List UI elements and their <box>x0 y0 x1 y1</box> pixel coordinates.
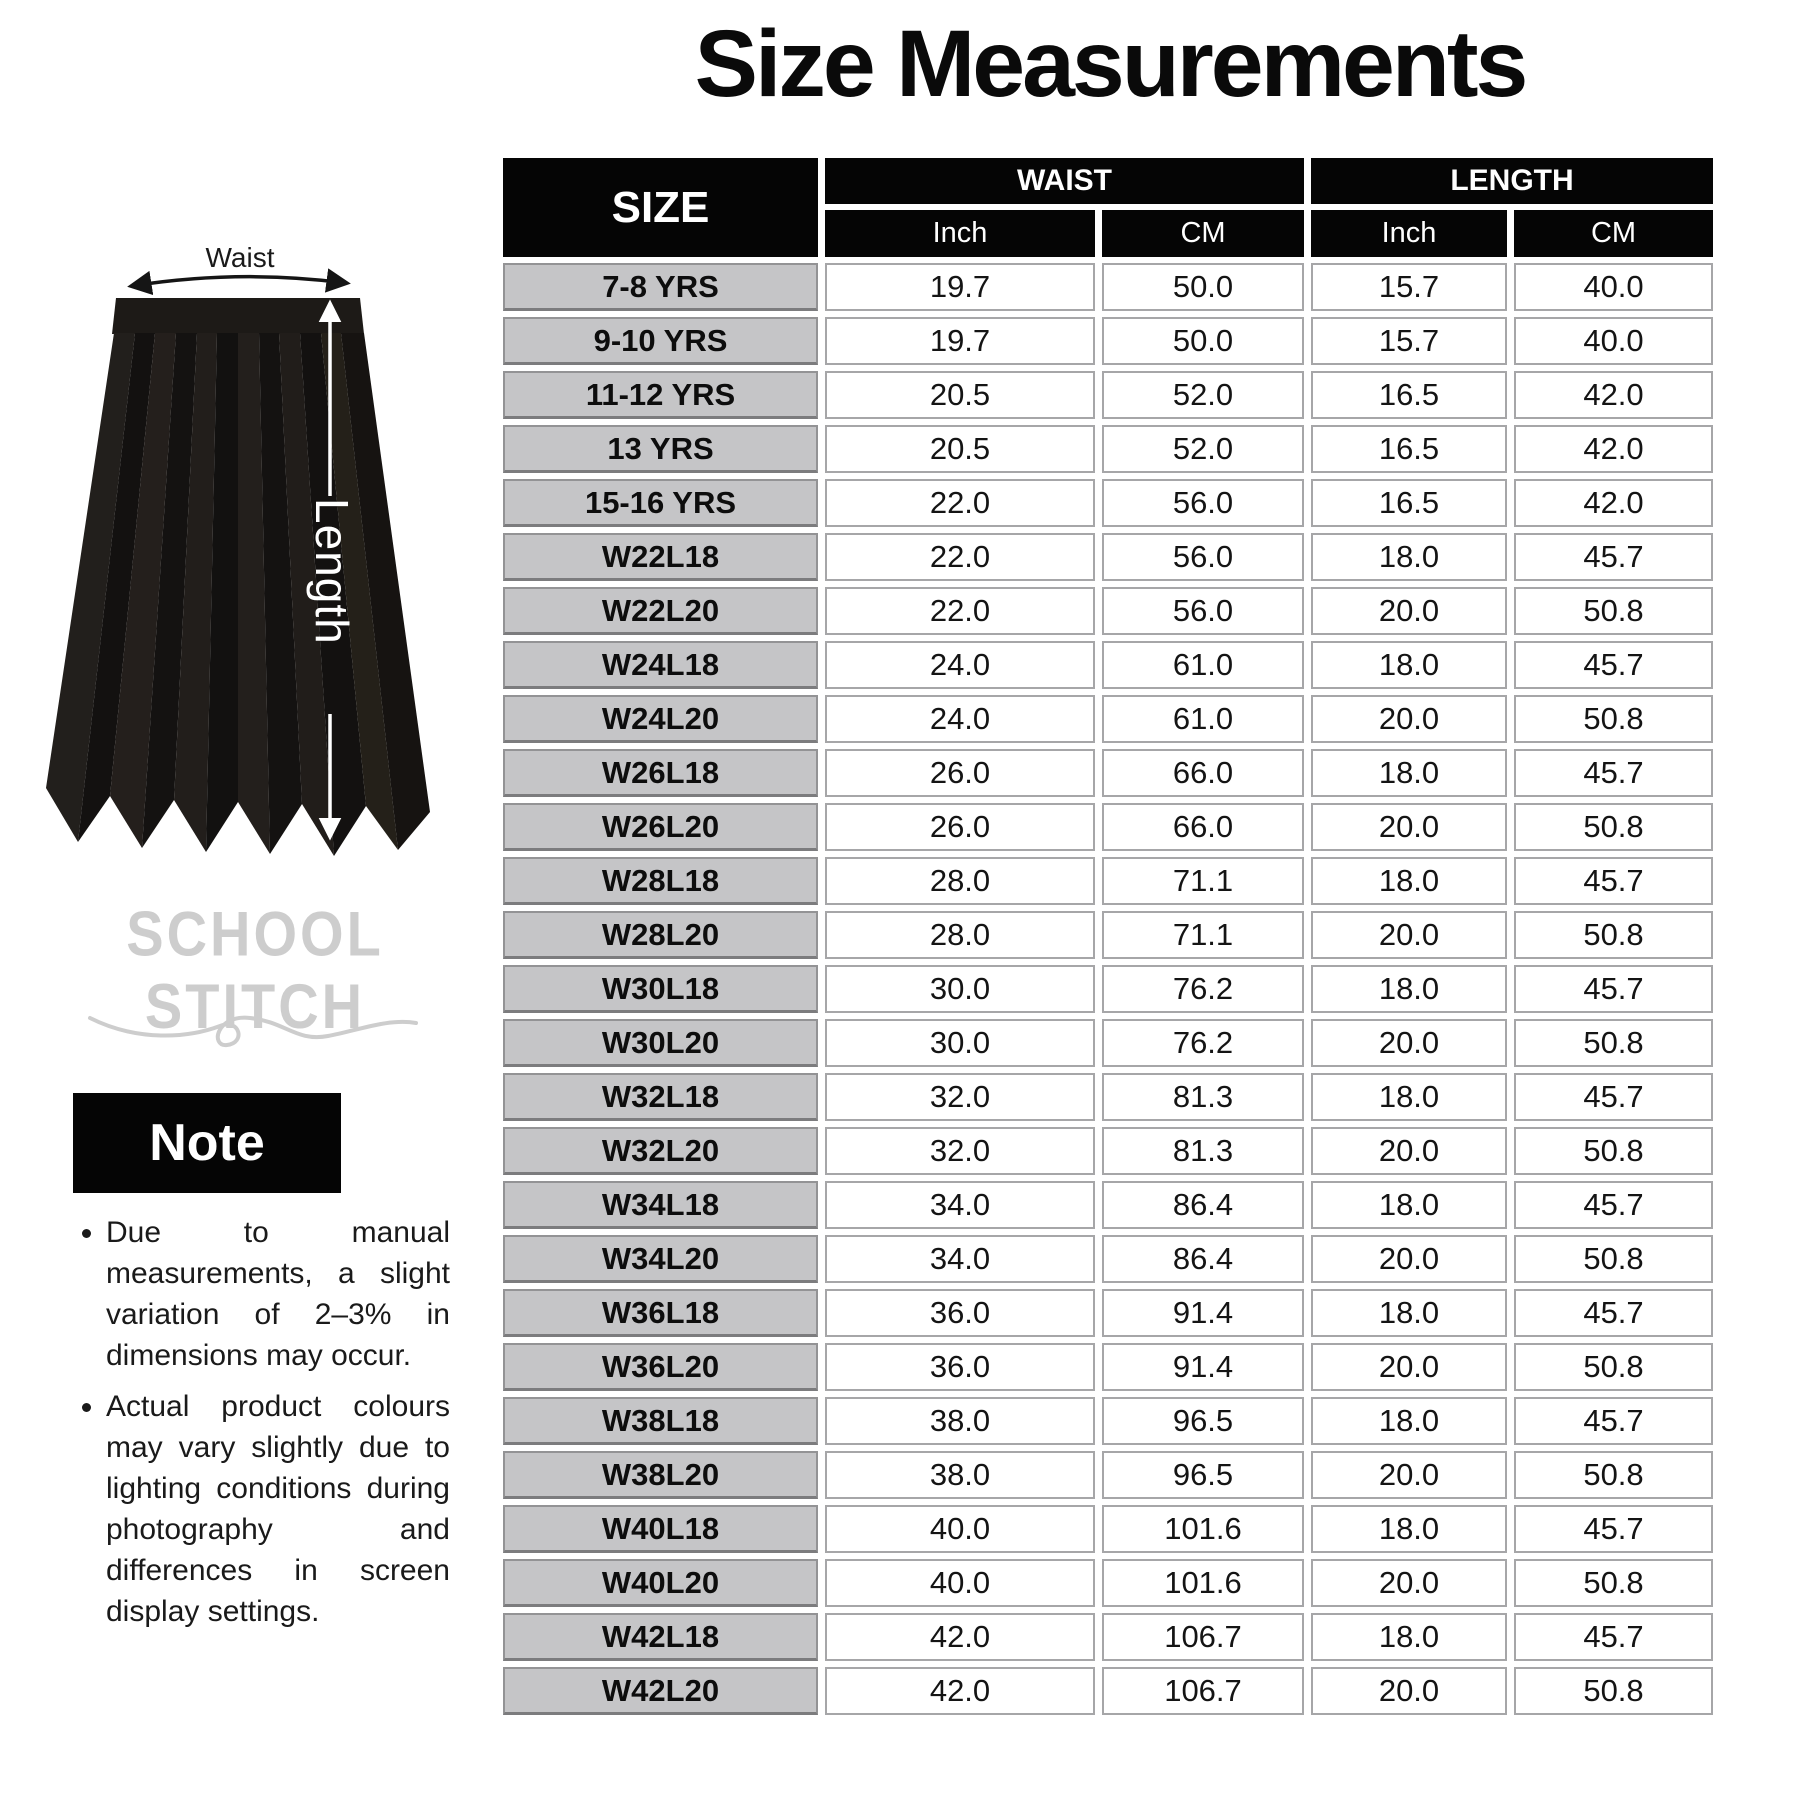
measurement-value-cell: 20.0 <box>1311 1667 1507 1715</box>
note-heading-box <box>73 1093 341 1193</box>
measurement-value-cell: 24.0 <box>825 641 1095 689</box>
measurement-value-cell: 42.0 <box>825 1613 1095 1661</box>
size-row-label: W38L20 <box>503 1451 818 1499</box>
measurement-value-cell: 106.7 <box>1102 1613 1304 1661</box>
measurement-value-cell: 40.0 <box>825 1505 1095 1553</box>
size-row-label: 11-12 YRS <box>503 371 818 419</box>
measurement-value-cell: 20.0 <box>1311 1343 1507 1391</box>
size-row-label: W26L20 <box>503 803 818 851</box>
measurement-value-cell: 45.7 <box>1514 1613 1713 1661</box>
measurement-value-cell: 50.8 <box>1514 1235 1713 1283</box>
size-row-label: 7-8 YRS <box>503 263 818 311</box>
measurement-value-cell: 20.0 <box>1311 695 1507 743</box>
measurement-value-cell: 19.7 <box>825 317 1095 365</box>
measurement-value-cell: 50.8 <box>1514 1019 1713 1067</box>
measurement-value-cell: 20.0 <box>1311 803 1507 851</box>
measurement-value-cell: 106.7 <box>1102 1667 1304 1715</box>
measurement-value-cell: 50.8 <box>1514 695 1713 743</box>
measurement-value-cell: 22.0 <box>825 533 1095 581</box>
measurement-value-cell: 20.0 <box>1311 1127 1507 1175</box>
measurement-value-cell: 18.0 <box>1311 1073 1507 1121</box>
measurement-value-cell: 50.8 <box>1514 1559 1713 1607</box>
measurement-value-cell: 20.0 <box>1311 587 1507 635</box>
measurement-value-cell: 45.7 <box>1514 1397 1713 1445</box>
measurement-value-cell: 36.0 <box>825 1343 1095 1391</box>
size-table <box>503 158 1713 1715</box>
size-row-label: 13 YRS <box>503 425 818 473</box>
size-row-label: W24L18 <box>503 641 818 689</box>
size-row-label: W34L18 <box>503 1181 818 1229</box>
size-row-label: W36L18 <box>503 1289 818 1337</box>
measurement-value-cell: 96.5 <box>1102 1451 1304 1499</box>
measurement-value-cell: 76.2 <box>1102 965 1304 1013</box>
logo-swirl-underline <box>78 990 428 1054</box>
measurement-value-cell: 96.5 <box>1102 1397 1304 1445</box>
skirt-waistband <box>112 298 364 334</box>
measurement-value-cell: 36.0 <box>825 1289 1095 1337</box>
note-item: • Due to manual measurements, a slight variation of 2–3% in dimensions may occur. <box>106 1212 450 1376</box>
size-row-label: 15-16 YRS <box>503 479 818 527</box>
subheader-waist-inch: Inch <box>825 210 1095 257</box>
measurement-value-cell: 28.0 <box>825 857 1095 905</box>
measurement-value-cell: 18.0 <box>1311 641 1507 689</box>
size-row-label: W36L20 <box>503 1343 818 1391</box>
size-row-label: W30L18 <box>503 965 818 1013</box>
measurement-value-cell: 81.3 <box>1102 1127 1304 1175</box>
measurement-value-cell: 45.7 <box>1514 965 1713 1013</box>
measurement-value-cell: 91.4 <box>1102 1289 1304 1337</box>
measurement-value-cell: 20.5 <box>825 425 1095 473</box>
measurement-value-cell: 86.4 <box>1102 1235 1304 1283</box>
measurement-value-cell: 61.0 <box>1102 641 1304 689</box>
subheader-length-inch: Inch <box>1311 210 1507 257</box>
measurement-value-cell: 45.7 <box>1514 1289 1713 1337</box>
measurement-value-cell: 16.5 <box>1311 479 1507 527</box>
measurement-value-cell: 45.7 <box>1514 1181 1713 1229</box>
size-row-label: W42L20 <box>503 1667 818 1715</box>
size-row-label: W28L20 <box>503 911 818 959</box>
measurement-value-cell: 18.0 <box>1311 533 1507 581</box>
measurement-value-cell: 101.6 <box>1102 1505 1304 1553</box>
measurement-value-cell: 42.0 <box>1514 371 1713 419</box>
length-measure-label: Length <box>306 498 358 645</box>
measurement-value-cell: 45.7 <box>1514 749 1713 797</box>
size-row-label: W40L20 <box>503 1559 818 1607</box>
measurement-value-cell: 18.0 <box>1311 857 1507 905</box>
measurement-value-cell: 45.7 <box>1514 641 1713 689</box>
measurement-value-cell: 45.7 <box>1514 1073 1713 1121</box>
measurement-value-cell: 52.0 <box>1102 425 1304 473</box>
measurement-value-cell: 42.0 <box>1514 425 1713 473</box>
size-row-label: W22L18 <box>503 533 818 581</box>
measurement-value-cell: 20.0 <box>1311 1451 1507 1499</box>
measurement-value-cell: 18.0 <box>1311 1505 1507 1553</box>
measurement-value-cell: 26.0 <box>825 749 1095 797</box>
measurement-value-cell: 50.0 <box>1102 263 1304 311</box>
measurement-value-cell: 45.7 <box>1514 533 1713 581</box>
size-row-label: W42L18 <box>503 1613 818 1661</box>
size-row-label: W28L18 <box>503 857 818 905</box>
measurement-value-cell: 81.3 <box>1102 1073 1304 1121</box>
measurement-value-cell: 34.0 <box>825 1235 1095 1283</box>
skirt-body <box>46 333 430 856</box>
measurement-value-cell: 86.4 <box>1102 1181 1304 1229</box>
subheader-waist-cm: CM <box>1102 210 1304 257</box>
measurement-value-cell: 30.0 <box>825 1019 1095 1067</box>
measurement-value-cell: 20.5 <box>825 371 1095 419</box>
measurement-value-cell: 91.4 <box>1102 1343 1304 1391</box>
measurement-value-cell: 38.0 <box>825 1397 1095 1445</box>
measurement-value-cell: 101.6 <box>1102 1559 1304 1607</box>
measurement-value-cell: 18.0 <box>1311 1289 1507 1337</box>
size-row-label: W32L18 <box>503 1073 818 1121</box>
measurement-value-cell: 18.0 <box>1311 965 1507 1013</box>
measurement-value-cell: 19.7 <box>825 263 1095 311</box>
waist-arrow <box>132 277 346 286</box>
measurement-value-cell: 52.0 <box>1102 371 1304 419</box>
subheader-length-cm: CM <box>1514 210 1713 257</box>
measurement-value-cell: 45.7 <box>1514 857 1713 905</box>
measurement-value-cell: 22.0 <box>825 479 1095 527</box>
measurement-value-cell: 30.0 <box>825 965 1095 1013</box>
measurement-value-cell: 38.0 <box>825 1451 1095 1499</box>
measurement-value-cell: 50.8 <box>1514 587 1713 635</box>
measurement-value-cell: 15.7 <box>1311 317 1507 365</box>
measurement-value-cell: 40.0 <box>825 1559 1095 1607</box>
note-item: • Actual product colours may vary slightly due to lighting conditions during photography and differences in screen display settings. <box>106 1386 450 1632</box>
measurement-value-cell: 32.0 <box>825 1073 1095 1121</box>
measurement-value-cell: 50.8 <box>1514 803 1713 851</box>
measurement-value-cell: 50.8 <box>1514 911 1713 959</box>
measurement-value-cell: 42.0 <box>1514 479 1713 527</box>
page-title: Size Measurements <box>694 11 1526 117</box>
measurement-value-cell: 34.0 <box>825 1181 1095 1229</box>
measurement-value-cell: 28.0 <box>825 911 1095 959</box>
size-row-label: W22L20 <box>503 587 818 635</box>
measurement-value-cell: 24.0 <box>825 695 1095 743</box>
size-row-label: 9-10 YRS <box>503 317 818 365</box>
measurement-value-cell: 20.0 <box>1311 1559 1507 1607</box>
measurement-value-cell: 15.7 <box>1311 263 1507 311</box>
size-row-label: W30L20 <box>503 1019 818 1067</box>
measurement-value-cell: 50.8 <box>1514 1667 1713 1715</box>
measurement-value-cell: 76.2 <box>1102 1019 1304 1067</box>
size-row-label: W40L18 <box>503 1505 818 1553</box>
measurement-value-cell: 71.1 <box>1102 857 1304 905</box>
column-group-waist: WAIST <box>825 158 1304 204</box>
measurement-value-cell: 56.0 <box>1102 479 1304 527</box>
measurement-value-cell: 50.8 <box>1514 1343 1713 1391</box>
size-row-label: W26L18 <box>503 749 818 797</box>
measurement-value-cell: 16.5 <box>1311 371 1507 419</box>
size-row-label: W24L20 <box>503 695 818 743</box>
brand-logo: SCHOOL STITCH <box>126 898 384 1042</box>
waist-measure-label: Waist <box>205 242 275 273</box>
measurement-value-cell: 66.0 <box>1102 749 1304 797</box>
size-row-label: W32L20 <box>503 1127 818 1175</box>
measurement-value-cell: 56.0 <box>1102 587 1304 635</box>
measurement-value-cell: 66.0 <box>1102 803 1304 851</box>
column-group-length: LENGTH <box>1311 158 1713 204</box>
measurement-value-cell: 18.0 <box>1311 1397 1507 1445</box>
measurement-value-cell: 50.0 <box>1102 317 1304 365</box>
measurement-value-cell: 61.0 <box>1102 695 1304 743</box>
measurement-value-cell: 56.0 <box>1102 533 1304 581</box>
measurement-value-cell: 40.0 <box>1514 263 1713 311</box>
measurement-value-cell: 50.8 <box>1514 1127 1713 1175</box>
measurement-value-cell: 20.0 <box>1311 911 1507 959</box>
note-list <box>72 1212 450 1642</box>
size-row-label: W34L20 <box>503 1235 818 1283</box>
measurement-value-cell: 20.0 <box>1311 1235 1507 1283</box>
size-row-label: W38L18 <box>503 1397 818 1445</box>
measurement-value-cell: 50.8 <box>1514 1451 1713 1499</box>
measurement-value-cell: 32.0 <box>825 1127 1095 1175</box>
measurement-value-cell: 26.0 <box>825 803 1095 851</box>
skirt-diagram <box>30 230 450 870</box>
measurement-value-cell: 71.1 <box>1102 911 1304 959</box>
measurement-value-cell: 18.0 <box>1311 1181 1507 1229</box>
measurement-value-cell: 45.7 <box>1514 1505 1713 1553</box>
measurement-value-cell: 22.0 <box>825 587 1095 635</box>
measurement-value-cell: 18.0 <box>1311 1613 1507 1661</box>
measurement-value-cell: 20.0 <box>1311 1019 1507 1067</box>
measurement-value-cell: 16.5 <box>1311 425 1507 473</box>
measurement-value-cell: 18.0 <box>1311 749 1507 797</box>
measurement-value-cell: 42.0 <box>825 1667 1095 1715</box>
note-heading: Note <box>149 1114 265 1172</box>
column-header-size: SIZE <box>503 158 818 257</box>
measurement-value-cell: 40.0 <box>1514 317 1713 365</box>
